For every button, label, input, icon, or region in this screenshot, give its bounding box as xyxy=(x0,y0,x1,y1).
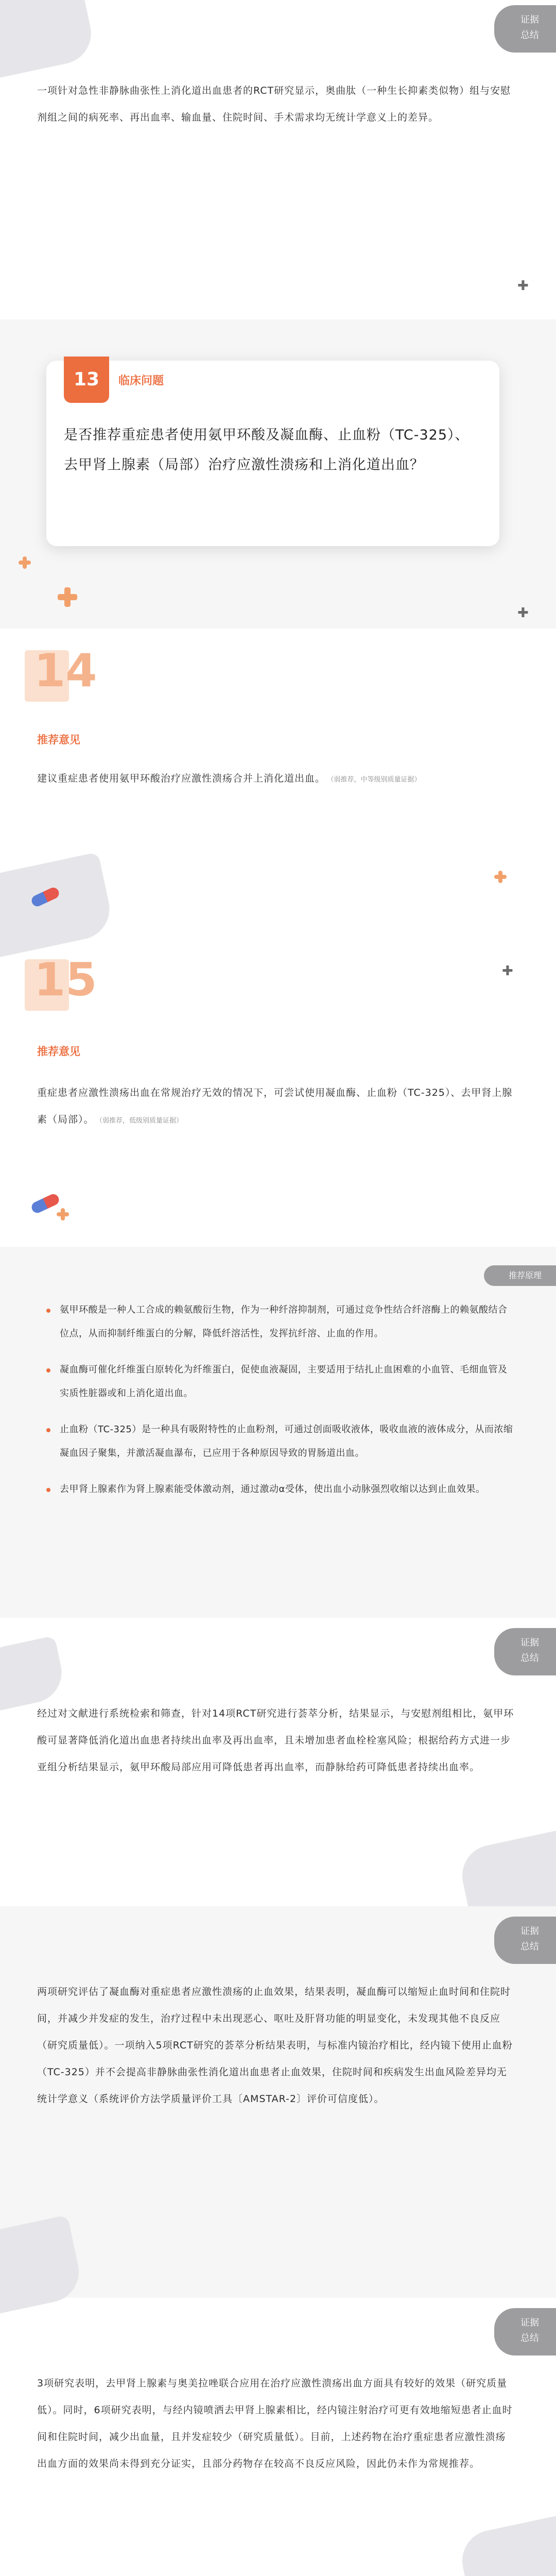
evidence-summary-tag: 证据 总结 xyxy=(494,1628,556,1675)
medical-cross-icon xyxy=(19,556,31,569)
decorative-blob xyxy=(457,2514,556,2576)
plus-sparkle-icon: ✚ xyxy=(517,278,529,294)
evidence-paragraph: 经过对文献进行系统检索和筛查，针对14项RCT研究进行荟萃分析，结果显示，与安慰剂组相比，氨甲环酸可显著降低消化道出血患者持续出血率及再出血率，且未增加患者血栓栓塞风险；根据给药方式进一步亚组分析结果显示，氨甲环酸局部应用可降低患者再出血率，而静脉给药可降低患者持续出血率。 xyxy=(37,1708,514,1773)
evidence-paragraph: 3项研究表明，去甲肾上腺素与奥美拉唑联合应用在治疗应激性溃疡出血方面具有较好的效果（研究质量低）。同时，6项研究表明，与经内镜喷洒去甲肾上腺素相比，经内镜注射治疗可更有效地缩短患者止血时间和住院时间，减少出血量，且并发症较少（研究质量低）。目前，上述药物在治疗重症患者应激性溃疡出血方面的效果尚未得到充分证实，且部分药物存在较高不良反应风险，因此仍未作为常规推荐。 xyxy=(37,2378,513,2469)
evidence-summary-tag: 证据 总结 xyxy=(494,5,556,53)
evidence-section-2 xyxy=(0,1906,556,2298)
recommendation-text: 重症患者应激性溃疡出血在常规治疗无效的情况下，可尝试使用凝血酶、止血粉（TC-325）、去甲肾上腺素（局部）。 （弱推荐，低级别质量证据） xyxy=(37,1087,513,1125)
list-item: 凝血酶可催化纤维蛋白原转化为纤维蛋白，促使血液凝固，主要适用于结扎止血困难的小血管、毛细血管及实质性脏器或和上消化道出血。 xyxy=(46,1358,515,1405)
question-text: 是否推荐重症患者使用氨甲环酸及凝血酶、止血粉（TC-325）、去甲肾上腺素（局部）治疗应激性溃疡和上消化道出血？ xyxy=(64,427,470,473)
evidence-summary-tag: 证据 总结 xyxy=(494,1917,556,1964)
list-item: 氨甲环酸是一种人工合成的赖氨酸衍生物，作为一种纤溶抑制剂，可通过竞争性结合纤溶酶上的赖氨酸结合位点，从而抑制纤维蛋白的分解，降低纤溶活性，发挥抗纤溶、止血的作用。 xyxy=(46,1298,515,1346)
evidence-section-1 xyxy=(0,1618,556,1906)
medical-cross-icon xyxy=(58,587,77,607)
intro-paragraph: 一项针对急性非静脉曲张性上消化道出血患者的RCT研究显示，奥曲肽（一种生长抑素类似物）组与安慰剂组之间的病死率、再出血率、输血量、住院时间、手术需求均无统计学意义上的差异。 xyxy=(37,85,511,123)
clinical-question-card xyxy=(46,361,499,546)
recommendation-title: 推荐意见 xyxy=(37,1045,80,1058)
intro-section xyxy=(0,0,556,319)
medical-cross-icon xyxy=(494,871,507,883)
question-number-badge: 13 xyxy=(64,357,109,403)
medical-cross-icon xyxy=(57,1208,69,1221)
mechanism-section xyxy=(0,1247,556,1618)
question-label: 临床问题 xyxy=(118,375,164,387)
recommendation-15-section xyxy=(0,938,556,1247)
recommendation-title: 推荐意见 xyxy=(37,734,80,746)
evidence-section-3 xyxy=(0,2298,556,2576)
recommendation-text: 建议重症患者使用氨甲环酸治疗应激性溃疡合并上消化道出血。 （弱推荐，中等级别质量证据） xyxy=(37,773,421,784)
plus-sparkle-icon: ✚ xyxy=(517,605,529,621)
evidence-summary-tag: 证据 总结 xyxy=(494,2308,556,2355)
recommendation-reason-tag: 推荐原理 xyxy=(484,1265,556,1286)
recommendation-number: 14 xyxy=(34,644,97,697)
question-13-section xyxy=(0,319,556,629)
plus-sparkle-icon: ✚ xyxy=(502,963,513,979)
recommendation-number: 15 xyxy=(34,953,97,1006)
list-item: 去甲肾上腺素作为肾上腺素能受体激动剂，通过激动α受体，使出血小动脉强烈收缩以达到止血效果。 xyxy=(46,1478,515,1501)
list-item: 止血粉（TC-325）是一种具有吸附特性的止血粉剂，可通过创面吸收液体，吸收血液的液体成分，从而浓缩凝血因子聚集，并激活凝血瀑布，已应用于各种原因导致的胃肠道出血。 xyxy=(46,1418,515,1465)
decorative-blob xyxy=(0,0,97,85)
evidence-paragraph: 两项研究评估了凝血酶对重症患者应激性溃疡的止血效果，结果表明，凝血酶可以缩短止血时间和住院时间，并减少并发症的发生，治疗过程中未出现恶心、呕吐及肝肾功能的明显变化，未发现其他不良反应（研究质量低）。一项纳入5项RCT研究的荟萃分析结果表明，与标准内镜治疗相比，经内镜下使用止血粉（TC-325）并不会提高非静脉曲张性消化道出血患者止血效果，住院时间和疾病发生出血风险差异均无统计学意义（系统评价方法学质量评价工具〔AMSTAR-2〕评价可信度低）。 xyxy=(37,1986,513,2105)
mechanism-list xyxy=(46,1298,515,1514)
recommendation-14-section xyxy=(0,605,556,938)
